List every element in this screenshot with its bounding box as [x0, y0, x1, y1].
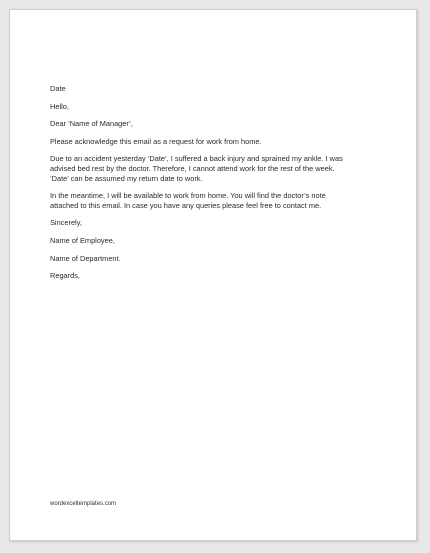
footer-site-text: wordexceltemplates.com	[50, 501, 117, 507]
letter-date: Date	[50, 84, 66, 93]
letter-body	[50, 84, 395, 289]
letter-greeting: Hello,	[50, 101, 69, 111]
letter-paragraph-1: Due to an accident yesterday ‘Date’, I suffered a back injury and sprained my ankle. I was advised bed rest by the doctor. Therefore, I cannot attend work for the rest of the week. ‘Date’ can be assumed my return date to work.	[50, 154, 343, 183]
letter-employee-name: Name of Employee,	[50, 235, 115, 245]
document-page	[9, 9, 417, 541]
letter-department-name: Name of Department.	[50, 253, 121, 263]
letter-salutation: Dear ‘Name of Manager’,	[50, 119, 133, 129]
letter-intro: Please acknowledge this email as a request for work from home.	[50, 136, 262, 146]
letter-paragraph-2: In the meantime, I will be available to work from home. You will find the doctor’s note attached to this email. In case you have any queries please feel free to contact me.	[50, 191, 326, 210]
letter-closing: Sincerely,	[50, 218, 82, 228]
letter-signoff: Regards,	[50, 271, 80, 281]
